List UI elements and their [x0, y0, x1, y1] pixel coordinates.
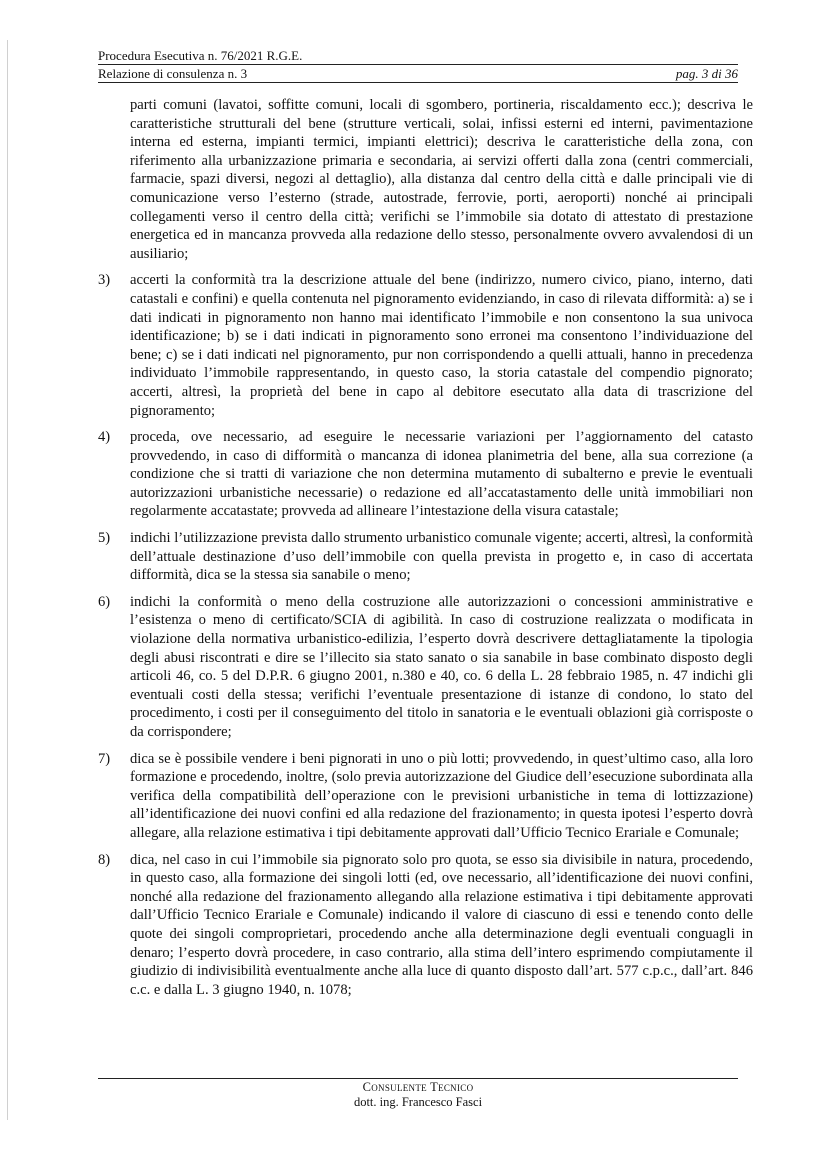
item-number: 6) — [98, 593, 111, 610]
list-item — [98, 529, 753, 585]
margin-rule — [7, 40, 8, 1120]
item-text: proceda, ove necessario, ad eseguire le necessarie variazioni per l’aggiornamento del catasto provvedendo, in caso di difformità o mancanza di idonea planimetria del bene, alla sua correzione (a condizione che si tratti di variazione che non determina mutamento di subalterno e previe le eventuali autorizzazioni urbanistiche necessarie) o redazione ed all’accatastamento delle unità immobiliari non regolarmente accatastate; provveda ad allineare l’intestazione della visura catastale; — [130, 429, 753, 520]
page-footer — [98, 1080, 738, 1110]
item-number: 4) — [98, 429, 111, 446]
item-number: 7) — [98, 750, 111, 767]
list-item — [98, 593, 753, 742]
list-item — [98, 428, 753, 521]
item-number: 5) — [98, 530, 111, 547]
intro-paragraph: parti comuni (lavatoi, soffitte comuni, locali di sgombero, portineria, riscaldamento ecc.); descriva le caratteristiche strutturali del bene (strutture verticali, solai, infissi esterni ed interni, pavimentazione interna ed esterna, impianti termici, impianti elettrici); descriva le caratteristiche della zona, con riferimento alla urbanizzazione primaria e secondaria, ai servizi offerti dalla zona (centri commerciali, farmacie, spazi diversi, negozi al dettaglio), alla distanza dal centro della città e dalle principali vie di comunicazione verso l’esterno (strade, autostrade, ferrovie, porti, aeroporti) nonché ai principali collegamenti verso il centro della città; verifichi se l’immobile sia dotato di attestato di prestazione energetica ed in mancanza provveda alla redazione dello stesso, personalmente ovvero avvalendosi di un ausiliario; — [130, 97, 753, 262]
item-text: accerti la conformità tra la descrizione attuale del bene (indirizzo, numero civico, piano, interno, dati catastali e confini) e quella contenuta nel pignoramento evidenziando, in caso di rilevata difformità: a) se i dati indicati in pignoramento non hanno mai identificato l’immobile e non consentono la sua univoca identificazione; b) se i dati indicati in pignoramento sono erronei ma consentono l’individuazione del bene; c) se i dati indicati nel pignoramento, pur non corrispondendo a quelli attuali, hanno in precedenza individuato l’immobile rappresentando, in questo caso, la storia catastale del compendio pignorato; accerti, altresì, la proprietà del bene in capo al debitore esecutato alla data di trascrizione del pignoramento; — [130, 272, 753, 419]
footer-name: dott. ing. Francesco Fasci — [353, 1095, 483, 1109]
item-text: dica se è possibile vendere i beni pignorati in uno o più lotti; provvedendo, in quest’ultimo caso, alla loro formazione e procedendo, inoltre, (solo previa autorizzazione del Giudice dell’esecuzione subordinata alla verifica della compatibilità dell’operazione con le previsioni urbanistiche in tema di lottizzazione) all’identificazione dei nuovi confini ed alla redazione del frazionamento; in questa ipotesi l’esperto dovrà allegare, alla relazione estimativa i tipi debitamente approvati dall’Ufficio Tecnico Erariale e Comunale; — [130, 750, 753, 841]
list-item — [98, 851, 753, 1000]
report-title: Relazione di consulenza n. 3 — [98, 66, 248, 81]
footer-divider — [98, 1078, 738, 1079]
list-item — [98, 271, 753, 420]
document-body — [98, 96, 753, 999]
item-number: 8) — [98, 851, 111, 868]
item-text: indichi la conformità o meno della costruzione alle autorizzazioni o concessioni amministrative e l’esistenza o meno di certificato/SCIA di agibilità. In caso di costruzione realizzata o modificata in violazione della normativa urbanistico-edilizia, l’esperto dovrà descrivere dettagliatamente la tipologia degli abusi riscontrati e dire se l’illecito sia stato sanato o sia sanabile in base combinato disposto degli articoli 46, co. 5 del D.P.R. 6 giugno 2001, n.380 e 40, co. 6 della L. 28 febbraio 1985, n. 47 indichi gli eventuali costi della stessa; verifichi l’eventuale presentazione di istanze di condono, lo stato del procedimento, i costi per il conseguimento del titolo in sanatoria e le eventuali oblazioni già corrisposte o da corrispondere; — [130, 593, 753, 740]
item-number: 3) — [98, 272, 111, 289]
item-text: dica, nel caso in cui l’immobile sia pignorato solo pro quota, se esso sia divisibile in natura, procedendo, in questo caso, alla formazione dei singoli lotti (ed, ove necessario, all’identificazione dei nuovi confini, nonché alla redazione del frazionamento allegando alla relazione estimativa i tipi debitamente approvati dall’Ufficio Tecnico Erariale e Comunale) indicando il valore di ciascuno di essi e tenendo conto delle quote dei singoli comproprietari, procedendo anche alla determinazione degli eventuali conguagli in denaro; l’esperto dovrà procedere, in caso contrario, alla stima dell’intero esprimendo compiutamente il giudizio di indivisibilità eventualmente anche alla luce di quanto disposto dall’art. 577 c.p.c., dall’art. 846 c.c. e dalla L. 3 giugno 1940, n. 1078; — [130, 851, 753, 998]
report-line — [98, 65, 738, 83]
page-number: pag. 3 di 36 — [675, 66, 738, 81]
list-item — [98, 750, 753, 843]
page-header — [98, 48, 738, 83]
footer-title: Consulente Tecnico — [362, 1080, 474, 1094]
item-text: indichi l’utilizzazione prevista dallo strumento urbanistico comunale vigente; accerti, altresì, la conformità dell’attuale destinazione d’uso dell’immobile con quella prevista in progetto e, in caso di accertata difformità, dica se la stessa sia sanabile o meno; — [130, 530, 753, 584]
procedure-title: Procedura Esecutiva n. 76/2021 R.G.E. — [98, 48, 738, 65]
